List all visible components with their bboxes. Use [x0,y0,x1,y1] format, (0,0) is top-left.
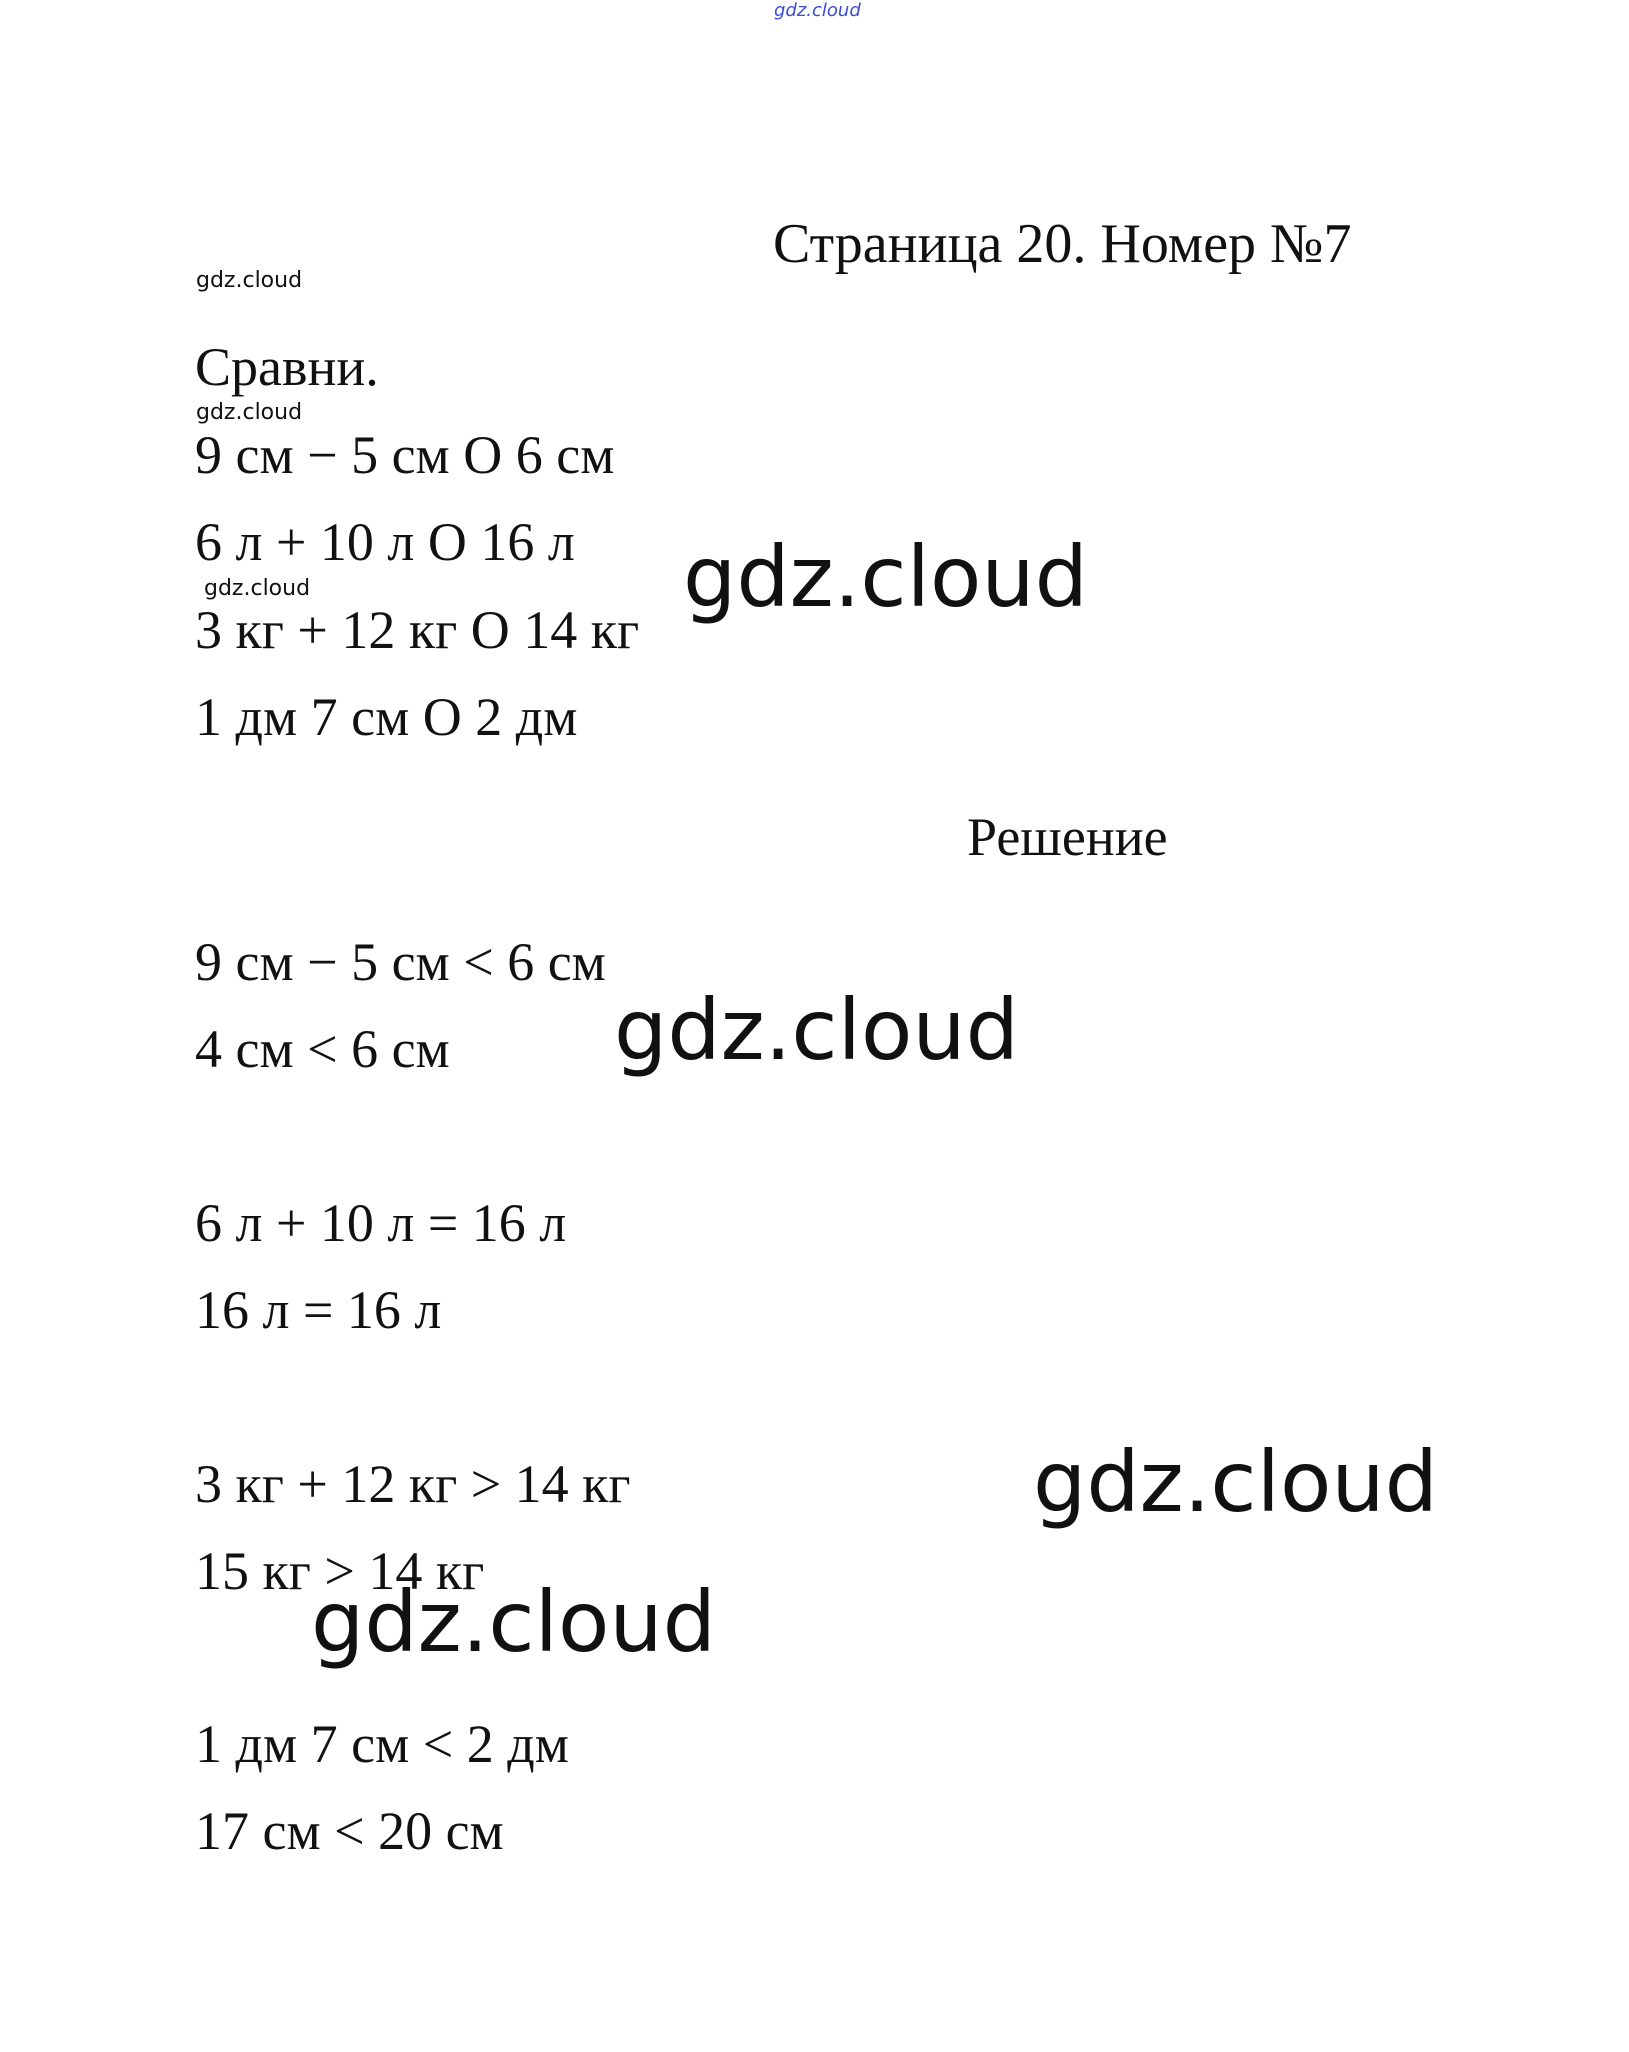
solution-line: 15 кг > 14 кг [195,1541,485,1601]
task-line: 9 см − 5 см О 6 см [195,425,615,485]
watermark-top: gdz.cloud [774,0,861,21]
task-instruction: Сравни. [195,337,379,397]
solution-line: 6 л + 10 л = 16 л [195,1193,567,1253]
watermark-small-3: gdz.cloud [204,576,311,601]
task-line: 6 л + 10 л О 16 л [195,512,575,572]
task-line: 3 кг + 12 кг О 14 кг [195,600,640,660]
solution-line: 17 см < 20 см [195,1801,504,1861]
solution-line: 9 см − 5 см < 6 см [195,932,606,992]
watermark-small-2: gdz.cloud [196,400,303,425]
solution-line: 4 см < 6 см [195,1019,450,1079]
watermark-small-1: gdz.cloud [196,268,303,293]
solution-heading: Решение [967,807,1168,867]
solution-line: 1 дм 7 см < 2 дм [195,1714,569,1774]
solution-line: 16 л = 16 л [195,1280,442,1340]
watermark-big-2: gdz.cloud [614,981,1019,1079]
page-title: Страница 20. Номер №7 [773,213,1352,275]
solution-line: 3 кг + 12 кг > 14 кг [195,1454,631,1514]
watermark-big-1: gdz.cloud [683,528,1088,626]
task-line: 1 дм 7 см О 2 дм [195,687,578,747]
watermark-big-3: gdz.cloud [1033,1433,1438,1531]
watermark-big-4: gdz.cloud [311,1573,716,1671]
